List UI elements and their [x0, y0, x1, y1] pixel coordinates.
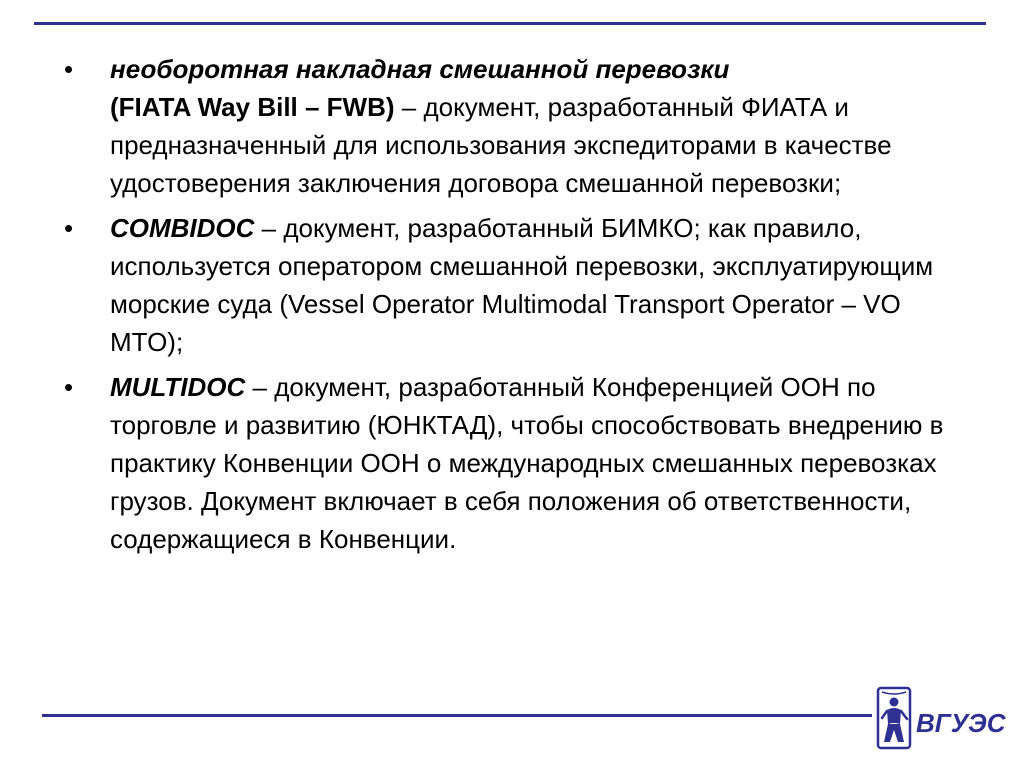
bullet-term: MULTIDOC: [110, 372, 246, 402]
bullet-dot-icon: •: [64, 213, 74, 243]
bullet-text: – документ, разработанный БИМКО; как правило, используется оператором смешанной перевозки, эксплуатирующим морские суда (Vessel Operator Multimodal Transport Operator – VO MTO);: [110, 213, 934, 357]
bullet-term-sub: (FIATA Way Bill – FWB): [110, 92, 395, 122]
bullet-list: [64, 50, 969, 558]
bullet-text: – документ, разработанный Конференцией ООН по торговле и развитию (ЮНКТАД), чтобы способствовать внедрению в практику Конвенции ООН о международных смешанных перевозках грузов. Документ включает в себя положения об ответственности, содержащиеся в Конвенции.: [110, 372, 944, 554]
bullet-term: необоротная накладная смешанной перевозки: [110, 54, 730, 84]
bullet-term: COMBIDOC: [110, 213, 255, 243]
bullet-item-multidoc: [64, 368, 969, 558]
university-logo: [870, 686, 1010, 752]
slide-content: [64, 50, 969, 565]
logo-wordmark: ВГУЭС: [916, 708, 1006, 738]
sailor-emblem-icon: [870, 686, 1010, 752]
bullet-text: – документ, разработанный ФИАТА и предназначенный для использования экспедиторами в качестве удостоверения заключения договора смешанной перевозки;: [110, 92, 892, 198]
top-divider: [34, 22, 986, 25]
bullet-dot-icon: •: [64, 54, 74, 84]
bullet-item-combidoc: [64, 209, 969, 361]
bullet-item-fwb: [64, 50, 969, 202]
bullet-dot-icon: •: [64, 372, 74, 402]
bottom-divider: [42, 714, 872, 717]
